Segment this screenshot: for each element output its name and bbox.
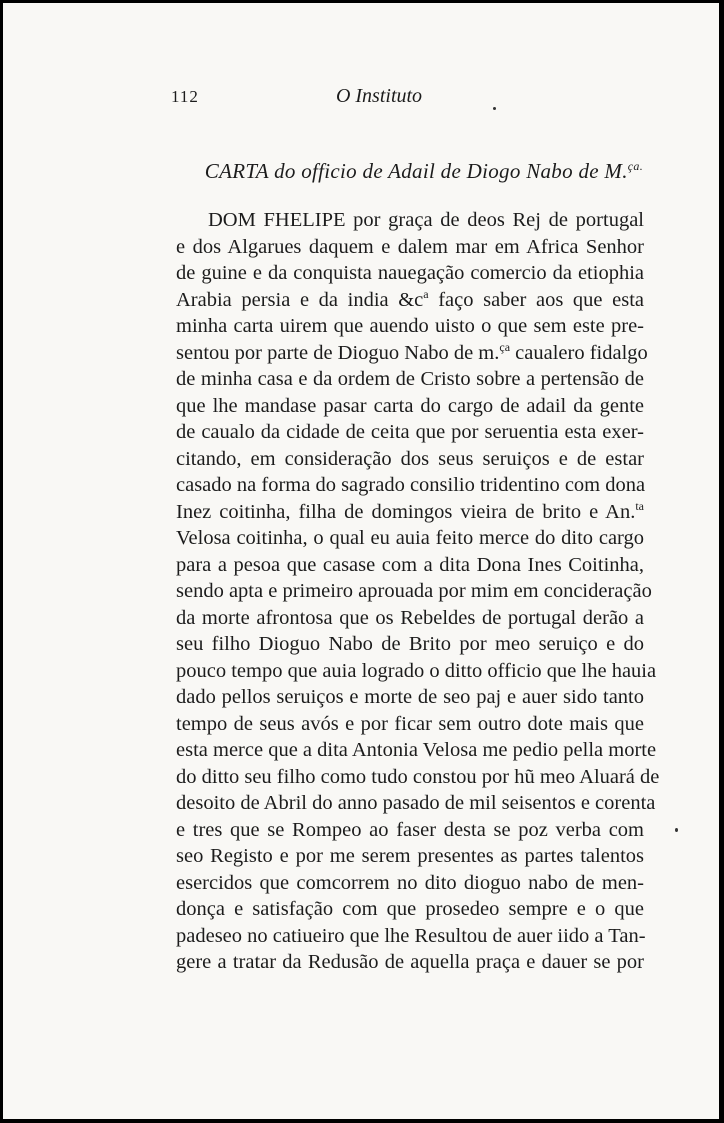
page-number: 112 [171, 87, 199, 106]
text-line-main: para a pesoa que casase com a dita Dona Ines Coitinha, [176, 553, 644, 576]
text-line [176, 896, 644, 923]
text-line [176, 605, 644, 632]
text-line-superscript: ta [635, 498, 644, 513]
text-line [176, 578, 652, 605]
text-line [176, 419, 644, 446]
text-line-main: pouco tempo que auia logrado o ditto officio que lhe hauia [176, 659, 657, 682]
text-line [176, 764, 660, 791]
text-line-rest: faço saber aos que esta [428, 288, 644, 311]
text-line-main: e dos Algarues daquem e dalem mar em Africa Senhor [176, 235, 644, 258]
text-line-main: gere a tratar da Redusão de aquella praça e dauer se por [176, 951, 644, 973]
text-line-main: minha carta uirem que auendo uisto o que sem este pre- [176, 315, 644, 337]
text-line-main: seu filho Dioguo Nabo de Brito por meo seruiço e do [176, 633, 644, 655]
text-line [176, 843, 644, 870]
text-line-main: de guine e da conquista nauegação comercio da etiophia [176, 262, 644, 284]
text-line [176, 260, 644, 287]
text-line [176, 684, 644, 711]
text-line [176, 313, 644, 340]
text-line-main: Velosa coitinha, o qual eu auia feito merce do dito cargo [176, 527, 644, 549]
text-line-main: que lhe mandase pasar carta do cargo de adail da gente [176, 394, 644, 417]
text-line [176, 552, 644, 579]
text-line [176, 631, 644, 658]
text-line [176, 499, 644, 526]
body-text [176, 207, 660, 976]
text-line-main: DOM FHELIPE por graça de deos Rej de portugal [208, 209, 644, 231]
text-line-main: tempo de seus avós e por ficar sem outro dote mais que [176, 712, 644, 735]
text-line-main: de caualo da cidade de ceita que por seruentia esta exer- [176, 421, 644, 443]
text-line-main: seo Registo e por me serem presentes as partes talentos [176, 845, 644, 867]
text-line-main: Arabia persia e da india &c [176, 288, 424, 311]
text-line [176, 817, 644, 844]
text-line-main: esta merce que a dita Antonia Velosa me pedio pella morte [176, 739, 657, 761]
text-line-main: sentou por parte de Dioguo Nabo de m. [176, 341, 500, 364]
document-title-superscript: ça. [627, 159, 643, 173]
document-title-text: CARTA do officio de Adail de Diogo Nabo de M. [204, 159, 628, 183]
book-page [3, 3, 719, 1119]
text-line [176, 472, 644, 499]
text-line [176, 446, 644, 473]
text-line-main: dado pellos seruiços e morte de seo paj e auer sido tanto [176, 686, 644, 708]
text-line [176, 949, 644, 976]
text-line [176, 711, 644, 738]
running-title: O Instituto [335, 85, 423, 107]
text-line [176, 658, 657, 685]
text-line-main: Inez coitinha, filha de domingos vieira de brito e An. [176, 500, 636, 523]
text-line-main: da morte afrontosa que os Rebeldes de portugal derão a [176, 606, 644, 629]
text-line-superscript: ça [499, 339, 511, 354]
print-speck [675, 828, 678, 832]
text-line-main: de minha casa e da ordem de Cristo sobre a pertensão de [176, 368, 644, 390]
text-line [176, 790, 656, 817]
text-line-main: citando, em consideração dos seus seruiços e de estar [176, 447, 644, 470]
text-line [176, 207, 644, 234]
text-line [176, 393, 644, 420]
document-title [205, 159, 643, 184]
text-line-superscript: a [423, 286, 429, 301]
text-line [176, 923, 644, 950]
text-line [176, 234, 644, 261]
text-line [176, 870, 644, 897]
text-line-main: casado na forma do sagrado consilio tridentino com dona [176, 474, 646, 496]
text-line-main: padeseo no catiueiro que lhe Resultou de auer iido a Tan- [176, 924, 646, 947]
text-line-rest: caualero fidalgo [510, 341, 648, 364]
text-line [176, 737, 657, 764]
print-speck [493, 107, 496, 110]
text-line [176, 339, 648, 367]
text-line [176, 366, 644, 393]
text-line-main: esercidos que comcorrem no dito dioguo nabo de men- [176, 871, 644, 894]
text-line-main: e tres que se Rompeo ao faser desta se poz verba com [176, 818, 644, 841]
text-line-main: desoito de Abril do anno pasado de mil seisentos e corenta [176, 792, 656, 814]
text-line-main: do ditto seu filho como tudo constou por hũ meo Aluará de [176, 765, 660, 788]
text-line-main: donça e satisfação com que prosedeo sempre e o que [176, 898, 644, 920]
text-line-main: sendo apta e primeiro aprouada por mim em concideração [176, 580, 652, 602]
text-line [176, 287, 644, 314]
text-line [176, 525, 644, 552]
